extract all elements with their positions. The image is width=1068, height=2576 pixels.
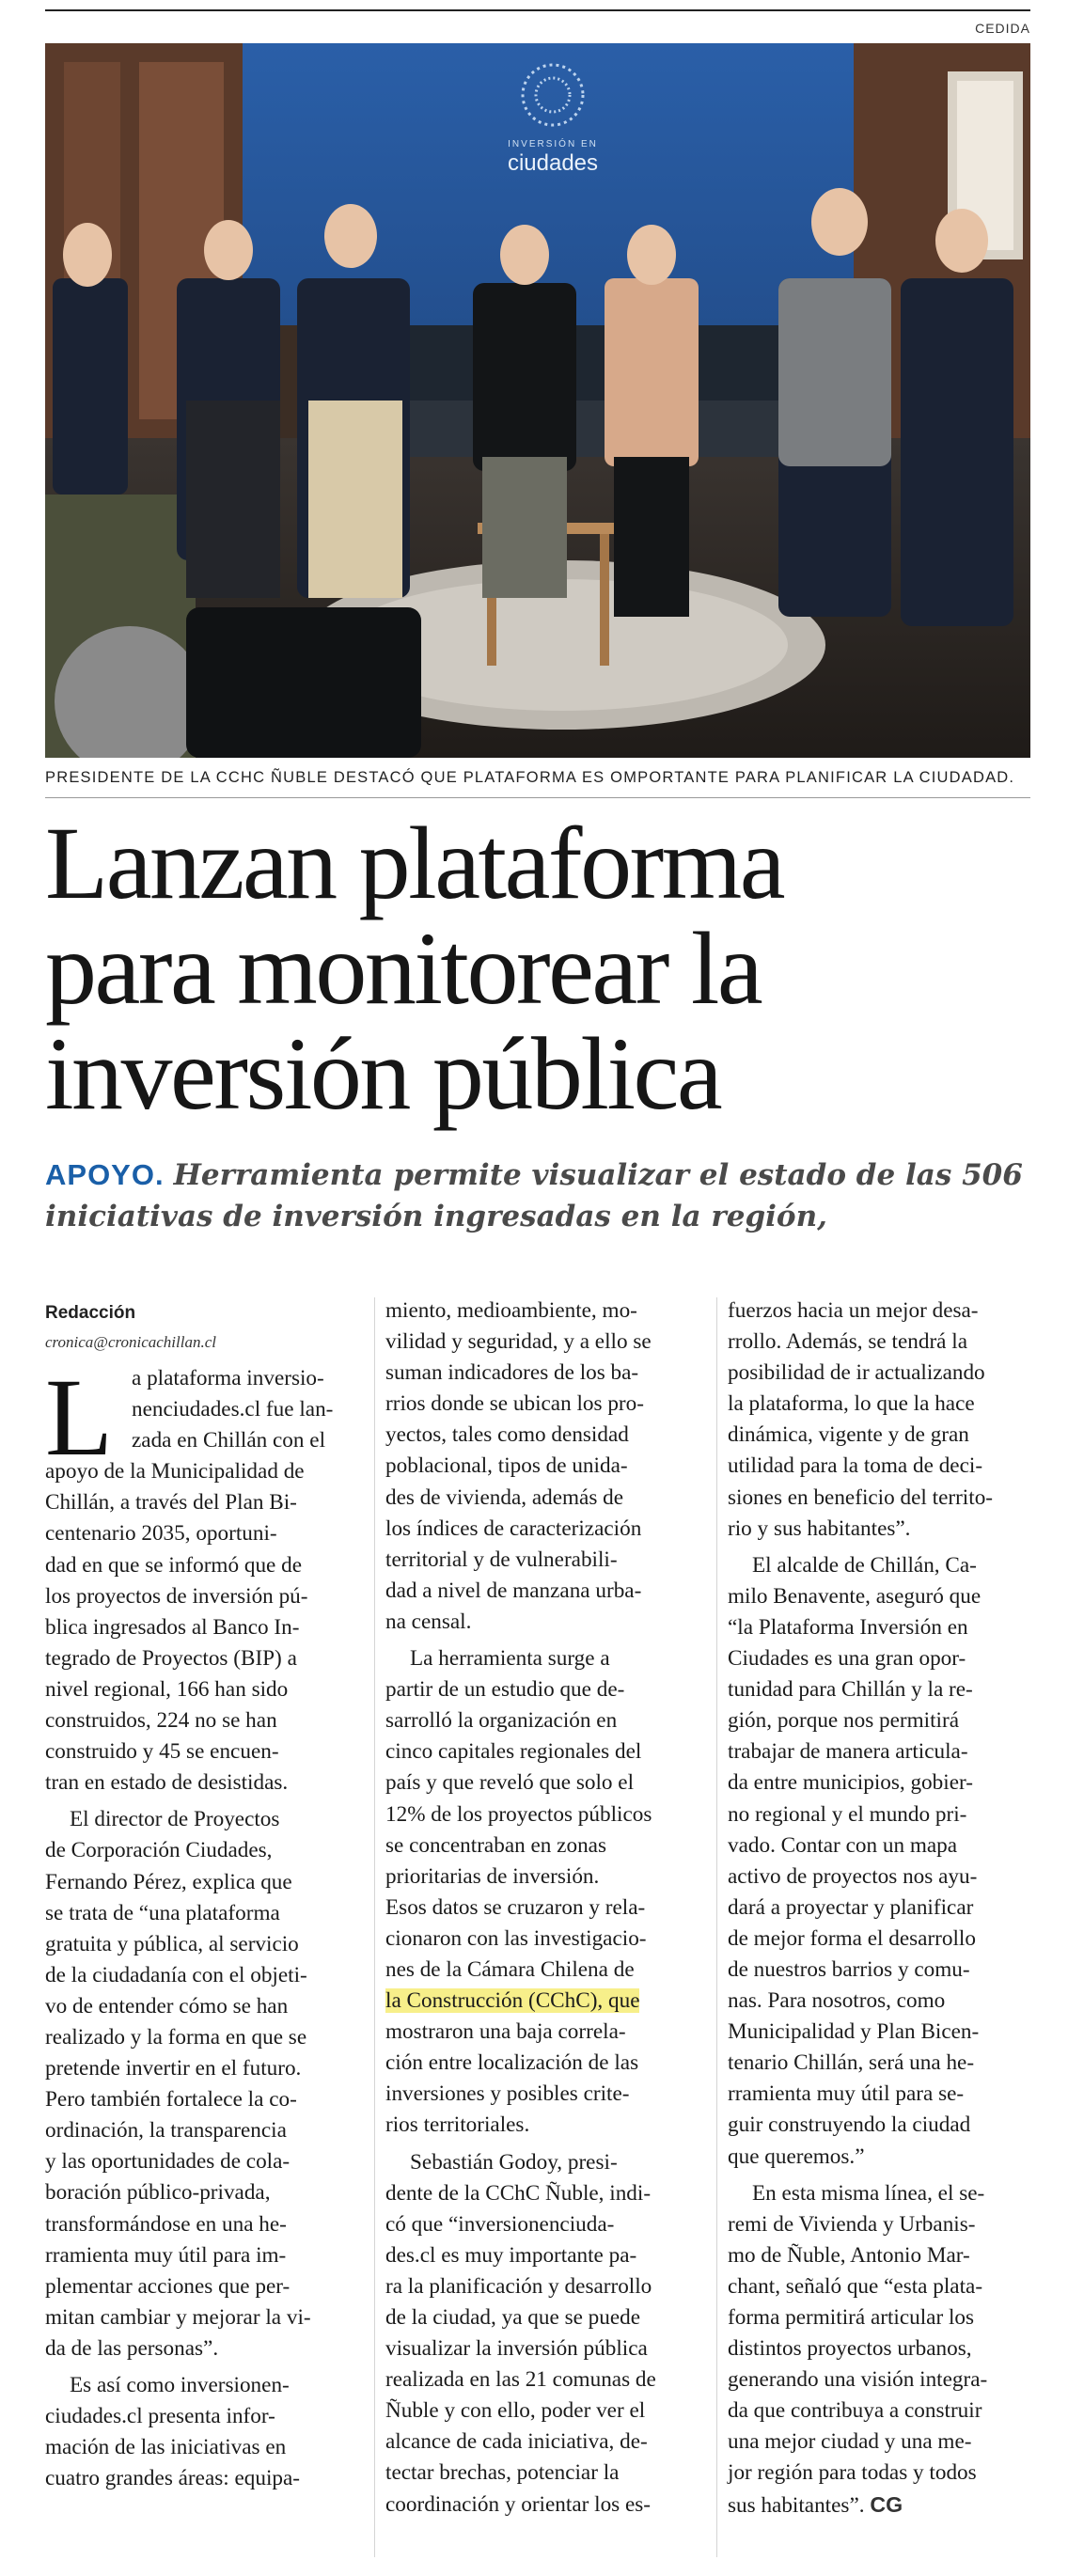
body-line: Sebastián Godoy, presi- xyxy=(410,2149,618,2175)
headline-line: para monitorear la xyxy=(45,911,762,1026)
body-line: los índices de caracterización xyxy=(385,1516,642,1541)
body-line: los proyectos de inversión pú- xyxy=(45,1583,308,1609)
body-line: des de vivienda, además de xyxy=(385,1484,624,1510)
body-line: visualizar la inversión pública xyxy=(385,2336,648,2362)
body-line: que queremos.” xyxy=(728,2144,865,2169)
body-line: Ñuble y con ello, poder ver el xyxy=(385,2398,646,2424)
body-line: gratuita y pública, al servicio xyxy=(45,1931,299,1956)
body-line: mitan cambiar y mejorar la vi- xyxy=(45,2304,311,2330)
body-line: mostraron una baja correla- xyxy=(385,2019,626,2045)
end-mark-icon: CG xyxy=(870,2491,903,2517)
event-photo xyxy=(45,43,1030,758)
body-line: tectar brechas, potenciar la xyxy=(385,2460,620,2486)
body-line: apoyo de la Municipalidad de xyxy=(45,1459,305,1484)
body-line: miento, medioambiente, mo- xyxy=(385,1298,637,1323)
body-line: partir de un estudio que de- xyxy=(385,1677,625,1703)
body-line: distintos proyectos urbanos, xyxy=(728,2336,972,2362)
body-line: activo de proyectos nos ayu- xyxy=(728,1863,978,1889)
body-line: Pero también fortalece la co- xyxy=(45,2087,297,2113)
body-line: có que “inversionenciuda- xyxy=(385,2211,615,2237)
body-line: forma permitirá articular los xyxy=(728,2305,975,2330)
body-line: cuatro grandes áreas: equipa- xyxy=(45,2466,301,2491)
body-line: dente de la CChC Ñuble, indi- xyxy=(385,2180,652,2206)
byline-email[interactable]: cronica@cronicachillan.cl xyxy=(45,1333,216,1351)
standfirst xyxy=(45,1154,1042,1237)
photo-caption: PRESIDENTE DE LA CCHC ÑUBLE DESTACÓ QUE PLATAFORMA ES OMPORTANTE PARA PLANIFICAR LA CIUDADAD. xyxy=(45,769,1015,786)
body-line: dad en que se informó que de xyxy=(45,1552,303,1578)
body-line: de la ciudad, ya que se puede xyxy=(385,2305,641,2330)
caption-rule xyxy=(45,797,1030,798)
body-line: no regional y el mundo pri- xyxy=(728,1801,967,1827)
column-rule xyxy=(374,1297,375,2557)
body-line: “la Plataforma Inversión en xyxy=(728,1614,968,1640)
body-line: Esos datos se cruzaron y rela- xyxy=(385,1894,646,1920)
body-line: nas. Para nosotros, como xyxy=(728,1988,946,2014)
body-line: alcance de cada iniciativa, de- xyxy=(385,2429,648,2455)
body-line: territorial y de vulnerabili- xyxy=(385,1547,618,1572)
body-line: posibilidad de ir actualizando xyxy=(728,1360,985,1386)
body-line: En esta misma línea, el se- xyxy=(752,2180,985,2206)
body-line: gión, porque nos permitirá xyxy=(728,1708,959,1734)
body-line: mo de Ñuble, Antonio Mar- xyxy=(728,2242,970,2268)
body-line: Chillán, a través del Plan Bi- xyxy=(45,1490,297,1516)
body-line: de mejor forma el desarrollo xyxy=(728,1925,976,1951)
body-line: realizada en las 21 comunas de xyxy=(385,2367,656,2393)
body-line: ordinación, la transparencia xyxy=(45,2118,287,2144)
body-line: se concentraban en zonas xyxy=(385,1832,606,1858)
standfirst-line: iniciativas de inversión ingresadas en la región, xyxy=(45,1200,827,1233)
body-line: ciudades.cl presenta infor- xyxy=(45,2404,275,2429)
column-rule xyxy=(716,1297,717,2557)
body-line: tenario Chillán, será una he- xyxy=(728,2050,975,2076)
headline-line: Lanzan plataforma xyxy=(45,806,784,920)
body-line: una mejor ciudad y una me- xyxy=(728,2429,972,2455)
body-line: Es así como inversionen- xyxy=(70,2373,290,2397)
body-line: se trata de “una plataforma xyxy=(45,1900,280,1925)
byline xyxy=(45,1303,216,1352)
body-line: na censal. xyxy=(385,1609,472,1634)
body-line: inversiones y posibles crite- xyxy=(385,2081,630,2107)
byline-author: Redacción xyxy=(45,1303,136,1323)
body-line: remi de Vivienda y Urbanis- xyxy=(728,2211,976,2237)
body-line: de Corporación Ciudades, xyxy=(45,1838,273,1863)
screen-logo-text-1: INVERSIÓN EN xyxy=(508,139,598,149)
body-line: dinámica, vigente y de gran xyxy=(728,1422,969,1448)
body-line: la plataforma, lo que la hace xyxy=(728,1391,975,1417)
body-line: centenario 2035, oportuni- xyxy=(45,1521,277,1547)
body-line: generando una visión integra- xyxy=(728,2367,988,2393)
photo-credit: CEDIDA xyxy=(975,21,1030,36)
body-line xyxy=(728,2490,1047,2521)
body-line: tunidad para Chillán y la re- xyxy=(728,1677,973,1703)
body-line: poblacional, tipos de unida- xyxy=(385,1453,628,1479)
body-line: 12% de los proyectos públicos xyxy=(385,1801,652,1827)
headline-line: inversión pública xyxy=(45,1016,721,1131)
body-line: de la ciudadanía con el objeti- xyxy=(45,1962,307,1987)
body-line: vado. Contar con un mapa xyxy=(728,1832,958,1858)
body-line: boración público-privada, xyxy=(45,2180,271,2206)
body-line: Fernando Pérez, explica que xyxy=(45,1869,292,1894)
body-line: país y que reveló que solo el xyxy=(385,1770,635,1796)
body-line: La herramienta surge a xyxy=(410,1646,610,1672)
body-line: ra la planificación y desarrollo xyxy=(385,2273,652,2299)
body-line: sarrolló la organización en xyxy=(385,1708,618,1734)
body-line xyxy=(385,1986,705,2017)
screen-logo-text-2: ciudades xyxy=(507,150,599,176)
headline xyxy=(45,806,1042,1131)
body-line: prioritarias de inversión. xyxy=(385,1863,600,1889)
body-line: da entre municipios, gobier- xyxy=(728,1770,973,1796)
body-line: cinco capitales regionales del xyxy=(385,1739,642,1765)
body-line: cionaron con las investigacio- xyxy=(385,1925,647,1951)
top-rule xyxy=(45,9,1030,11)
body-line: pretende invertir en el futuro. xyxy=(45,2056,302,2081)
body-line: construido y 45 se encuen- xyxy=(45,1739,279,1765)
drop-cap: L xyxy=(45,1356,114,1479)
body-line: El alcalde de Chillán, Ca- xyxy=(752,1552,977,1578)
standfirst-line: Herramienta permite visualizar el estado de las 506 xyxy=(173,1158,1023,1192)
body-line: a plataforma inversio- xyxy=(132,1366,324,1390)
body-line: Ciudades es una gran opor- xyxy=(728,1646,966,1672)
body-line-text: sus habitantes”. xyxy=(728,2492,865,2518)
body-line: fuerzos hacia un mejor desa- xyxy=(728,1298,979,1323)
body-line: rios territoriales. xyxy=(385,2113,530,2138)
body-line: rramienta muy útil para im- xyxy=(45,2242,287,2268)
body-line: siones en beneficio del territo- xyxy=(728,1484,994,1510)
body-line: nes de la Cámara Chilena de xyxy=(385,1956,635,1982)
body-line: rrollo. Además, se tendrá la xyxy=(728,1329,967,1355)
body-line: de nuestros barrios y comu- xyxy=(728,1956,970,1982)
body-line: construidos, 224 no se han xyxy=(45,1708,277,1734)
body-line: rrios donde se ubican los pro- xyxy=(385,1391,644,1417)
body-line: blica ingresados al Banco In- xyxy=(45,1614,300,1640)
kicker: APOYO. xyxy=(45,1158,165,1191)
body-line: El director de Proyectos xyxy=(70,1807,280,1832)
body-column-2 xyxy=(385,1296,705,2521)
body-line: ción entre localización de las xyxy=(385,2050,639,2076)
body-line: guir construyendo la ciudad xyxy=(728,2113,971,2138)
body-line: jor región para todas y todos xyxy=(728,2460,977,2486)
body-line: coordinación y orientar los es- xyxy=(385,2491,652,2517)
body-line: Municipalidad y Plan Bicen- xyxy=(728,2019,980,2045)
body-line: y las oportunidades de cola- xyxy=(45,2149,291,2175)
body-line: trabajar de manera articula- xyxy=(728,1739,968,1765)
body-line: tran en estado de desistidas. xyxy=(45,1770,289,1796)
body-line: suman indicadores de los ba- xyxy=(385,1360,639,1386)
body-line: dará a proyectar y planificar xyxy=(728,1894,974,1920)
body-line: plementar acciones que per- xyxy=(45,2273,291,2299)
body-line: nenciudades.cl fue lan- xyxy=(132,1397,334,1422)
body-column-3 xyxy=(728,1296,1047,2521)
body-line: zada en Chillán con el xyxy=(132,1428,326,1453)
body-line: rramienta muy útil para se- xyxy=(728,2081,965,2107)
body-column-1 xyxy=(45,1356,365,2494)
body-line: dad a nivel de manzana urba- xyxy=(385,1578,642,1603)
body-line: realizado y la forma en que se xyxy=(45,2024,307,2050)
cchc-highlight: la Construcción (CChC), que xyxy=(385,1988,640,2014)
body-line: rio y sus habitantes”. xyxy=(728,1516,911,1541)
body-line: vo de entender cómo se han xyxy=(45,1993,289,2018)
body-line: transformándose en una he- xyxy=(45,2211,287,2237)
body-line: chant, señaló que “esta plata- xyxy=(728,2273,983,2299)
body-line: nivel regional, 166 han sido xyxy=(45,1676,289,1702)
body-line: da que contribuya a construir xyxy=(728,2398,982,2424)
body-line: da de las personas”. xyxy=(45,2335,219,2361)
body-line: milo Benavente, aseguró que xyxy=(728,1583,982,1609)
body-line: mación de las iniciativas en xyxy=(45,2435,287,2460)
body-line: tegrado de Proyectos (BIP) a xyxy=(45,1645,297,1671)
body-line: utilidad para la toma de deci- xyxy=(728,1453,983,1479)
body-line: yectos, tales como densidad xyxy=(385,1422,629,1448)
body-line: vilidad y seguridad, y a ello se xyxy=(385,1329,652,1355)
body-line: des.cl es muy importante pa- xyxy=(385,2242,637,2268)
